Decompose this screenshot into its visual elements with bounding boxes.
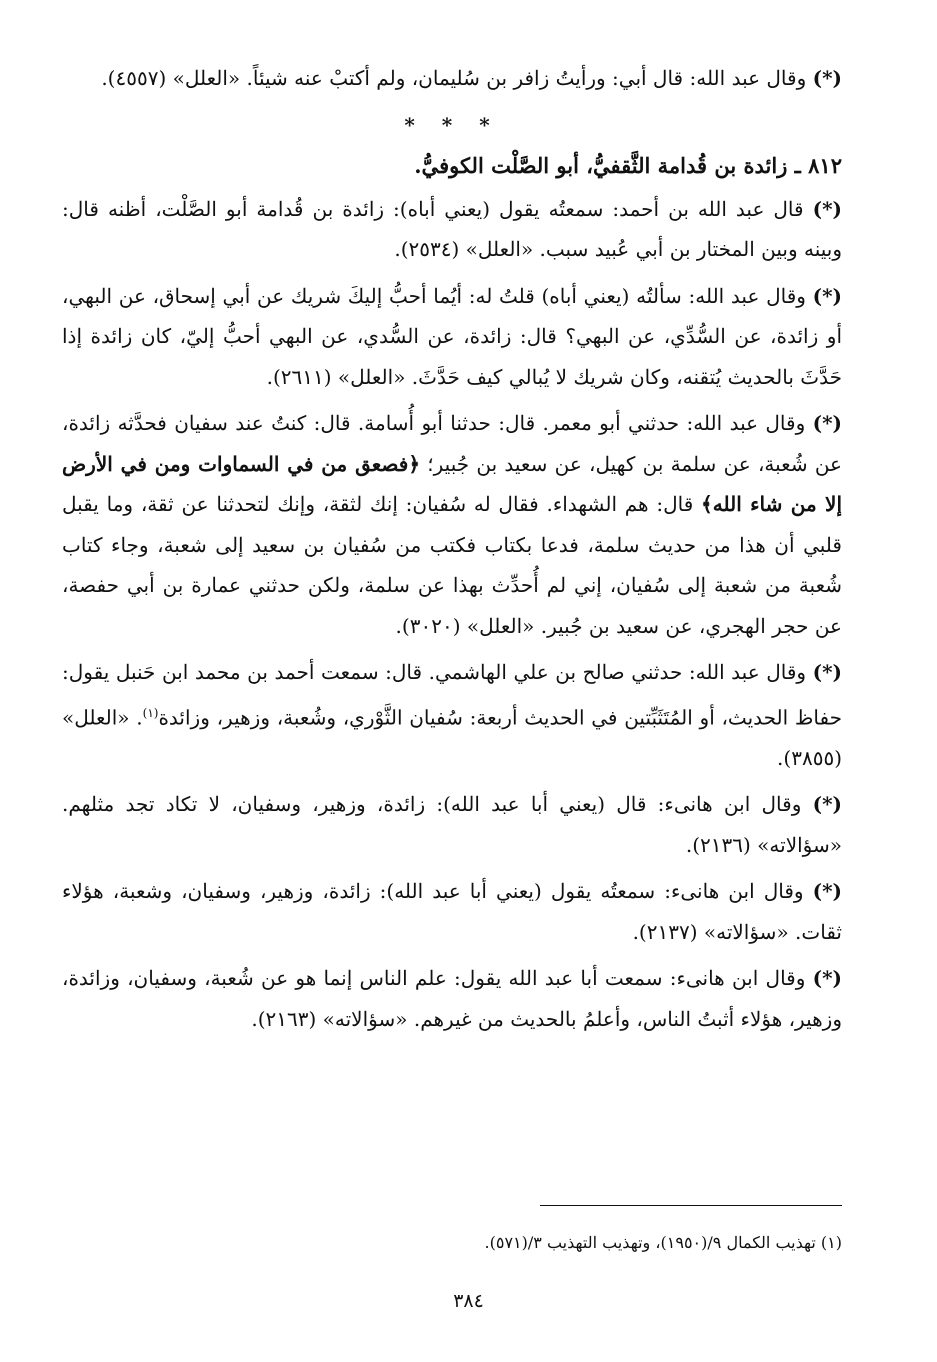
paragraph-text: وقال عبد الله: قال أبي: ورأيتُ زافر بن سُليمان، ولم أكتبْ عنه شيئاً. «العلل» (٤٥٥٧).: [101, 66, 807, 90]
footnote-reference[interactable]: (١): [142, 705, 159, 720]
entry-paragraph-5: [62, 784, 842, 865]
entry-paragraph-4: [62, 652, 842, 778]
paragraph-text-continued: قال: هم الشهداء. فقال له سُفيان: إنك لثقة، وإنك لتحدثنا عن ثقة، وما يقبل قلبي أن هذا من حديث سلمة، فدعا بكتاب فكتب من سُفيان بن سعيد إلى شعبة، وجاء كتاب شُعبة من شعبة إلى سُفيان، إني لم أُحدِّث بهذا عن سلمة، ولكن حدثني عمارة بن أبي حفصة، عن حجر الهجري، عن سعيد بن جُبير. «العلل» (٣٠٢٠).: [62, 492, 842, 638]
entry-paragraph-1: [62, 189, 842, 270]
entry-heading: ٨١٢ ـ زائدة بن قُدامة الثَّقفيُّ، أبو الصَّلْت الكوفيُّ.: [414, 152, 842, 178]
paragraph-marker: (*): [812, 966, 843, 991]
entry-paragraph-6: [62, 871, 842, 952]
paragraph-text: وقال ابن هانىء: سمعتُه يقول (يعني أبا عبد الله): زائدة، وزهير، وسفيان، وشعبة، هؤلاء ثقات. «سؤالاته» (٢١٣٧).: [62, 879, 842, 944]
paragraph-text-continued: . «العلل» (٣٨٥٥).: [62, 705, 842, 770]
paragraph-text: قال عبد الله بن أحمد: سمعتُه يقول (يعني أباه): زائدة بن قُدامة أبو الصَّلْت، أظنه قال: وبينه وبين المختار بن أبي عُبيد سبب. «العلل» (٢٥٣٤).: [62, 196, 842, 261]
entry-paragraph-7: [62, 958, 842, 1039]
entry-paragraph-2: [62, 276, 842, 398]
paragraph-marker: (*): [812, 660, 842, 684]
paragraph-text: وقال عبد الله: حدثني أبو معمر. قال: حدثنا أبو أُسامة. قال: كنتُ عند سفيان فحدَّثه زائدة، عن شُعبة، عن سلمة بن كهيل، عن سعيد بن جُبير؛: [62, 411, 842, 476]
intro-paragraph: [62, 58, 842, 99]
paragraph-marker: (*): [812, 792, 843, 817]
paragraph-text: وقال عبد الله: حدثني صالح بن علي الهاشمي. قال: سمعت أحمد بن محمد ابن حَنبل يقول: حفاظ الحديث، أو المُتَثَبِّتين في الحديث أربعة: سُفيان الثَّوْري، وشُعبة، وزهير، وزائدة: [62, 660, 842, 730]
page-number: ٣٨٤: [453, 1290, 484, 1312]
paragraph-text: وقال عبد الله: سألتُه (يعني أباه) قلتُ له: أيُما أحبُّ إليكَ شريك عن أبي إسحاق، عن البهي، أو زائدة، عن السُّدِّي، عن البهي؟ قال: زائدة، عن السُّدي، عن البهي أحبُّ إليّ، كان زائدة إذا حَدَّثَ بالحديث يُتقنه، وكان شريك لا يُبالي كيف حَدَّثَ. «العلل» (٢٦١١).: [62, 283, 842, 389]
paragraph-marker: (*): [812, 66, 842, 90]
paragraph-marker: (*): [812, 879, 842, 904]
quran-verse: ﴿فصعق من في السماوات ومن في الأرض إلا من شاء الله﴾: [62, 451, 842, 516]
paragraph-marker: (*): [812, 283, 843, 308]
entry-paragraph-3: [62, 403, 842, 646]
paragraph-marker: (*): [812, 411, 843, 435]
paragraph-marker: (*): [812, 196, 843, 221]
footnote-divider: [540, 1205, 842, 1206]
page-body: [62, 58, 842, 1045]
paragraph-text: وقال ابن هانىء: قال (يعني أبا عبد الله): زائدة، وزهير، وسفيان، لا تكاد تجد مثلهم. «سؤالاته» (٢١٣٦).: [62, 792, 842, 857]
section-separator: * * *: [404, 112, 500, 137]
paragraph-text: وقال ابن هانىء: سمعت أبا عبد الله يقول: علم الناس إنما هو عن شُعبة، وسفيان، وزائدة، وزهير، هؤلاء أثبتُ الناس، وأعلمُ بالحديث من غيرهم. «سؤالاته» (٢١٦٣).: [62, 966, 842, 1031]
footnote: (١) تهذيب الكمال ٩/(١٩٥٠)، وتهذيب التهذيب ٣/(٥٧١).: [484, 1233, 842, 1252]
